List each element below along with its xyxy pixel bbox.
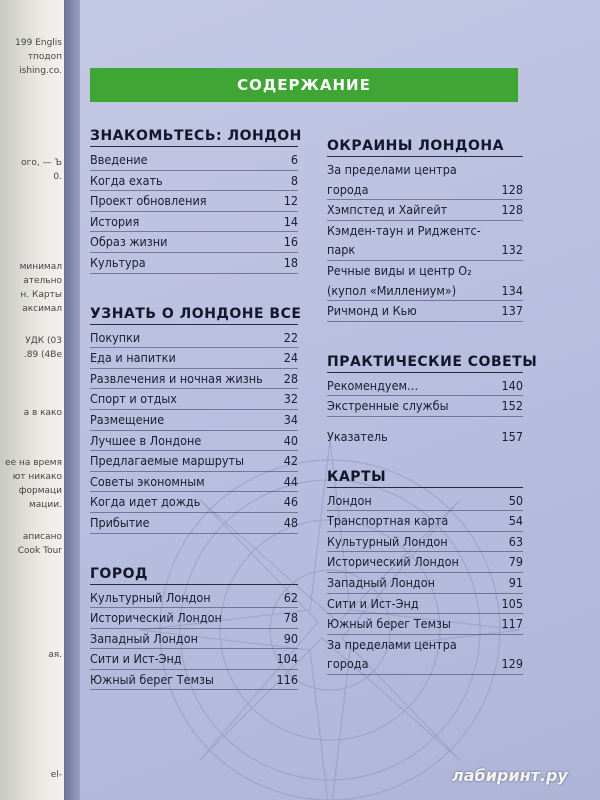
entry-page: 78 bbox=[283, 610, 298, 626]
entry-label: Южный берег Темзы bbox=[327, 616, 451, 632]
entry-label: Введение bbox=[90, 152, 148, 167]
toc-entry bbox=[327, 594, 523, 615]
left-page-text: аписано bbox=[22, 532, 62, 542]
left-page-text: формаци bbox=[18, 486, 62, 496]
entry-label: Хэмпстед и Хайгейт bbox=[327, 202, 448, 218]
entry-page: 140 bbox=[501, 377, 523, 393]
entry-page: 42 bbox=[283, 453, 298, 469]
toc-entry bbox=[327, 635, 523, 675]
left-page-text: тподоп bbox=[27, 52, 62, 62]
toc-entry bbox=[327, 160, 523, 200]
toc-entry bbox=[90, 431, 298, 452]
entry-label: Сити и Ист-Энд bbox=[327, 595, 419, 611]
toc-entry bbox=[90, 608, 298, 629]
watermark-logo: лабиринт.ру bbox=[452, 766, 568, 785]
toc-entry bbox=[90, 389, 298, 410]
toc-entry bbox=[327, 552, 523, 573]
entry-page: 34 bbox=[283, 411, 298, 427]
entry-page: 90 bbox=[283, 630, 298, 646]
entry-label: Образ жизни bbox=[90, 234, 168, 250]
section-heading: ПРАКТИЧЕСКИЕ СОВЕТЫ bbox=[327, 354, 523, 373]
entry-label: Размещение bbox=[90, 411, 165, 427]
section-gap bbox=[327, 447, 523, 469]
entry-page: 18 bbox=[283, 254, 298, 270]
entry-page: 54 bbox=[508, 513, 523, 529]
toc-entry bbox=[90, 649, 298, 670]
entry-label: Советы экономным bbox=[90, 473, 205, 489]
section-heading: ОКРАИНЫ ЛОНДОНА bbox=[327, 138, 523, 157]
toc-entry bbox=[327, 614, 523, 635]
entry-label: История bbox=[90, 213, 140, 229]
entry-page: 50 bbox=[508, 492, 523, 508]
entry-label: Культура bbox=[90, 254, 146, 270]
entry-label: Экстренные службы bbox=[327, 398, 449, 414]
entry-page: 14 bbox=[283, 213, 298, 229]
toc-section bbox=[327, 353, 538, 417]
entry-label: Лучшее в Лондоне bbox=[90, 432, 202, 448]
section-heading: УЗНАТЬ О ЛОНДОНЕ ВСЕ bbox=[90, 306, 298, 325]
entry-page: 79 bbox=[508, 554, 523, 570]
entry-page: 132 bbox=[501, 242, 523, 258]
entry-page: 134 bbox=[501, 282, 523, 298]
entry-page: 137 bbox=[501, 303, 523, 319]
entry-page: 62 bbox=[283, 589, 298, 605]
entry-page: 105 bbox=[501, 595, 523, 611]
entry-page: 22 bbox=[283, 329, 298, 345]
toc-entry bbox=[90, 369, 298, 390]
entry-page: 104 bbox=[276, 651, 298, 667]
entry-label: Исторический Лондон bbox=[327, 554, 459, 570]
contents-title-bar bbox=[90, 68, 518, 102]
entry-page: 63 bbox=[508, 533, 523, 549]
entry-label: Проект обновления bbox=[90, 193, 207, 209]
toc-entry bbox=[327, 491, 523, 512]
left-page-text: а в како bbox=[23, 408, 62, 418]
entry-label: Исторический Лондон bbox=[90, 610, 222, 626]
entry-page: 46 bbox=[283, 494, 298, 510]
toc-entry bbox=[90, 451, 298, 472]
section-gap bbox=[90, 544, 298, 566]
toc-section bbox=[327, 138, 523, 322]
left-page-text: ого, — Ъ bbox=[21, 158, 62, 168]
toc-entry bbox=[90, 171, 298, 192]
toc-entry bbox=[327, 301, 523, 322]
toc-section bbox=[90, 566, 298, 691]
page-title: СОДЕРЖАНИЕ bbox=[237, 76, 371, 94]
entry-label: За пределами центра города bbox=[327, 162, 457, 197]
entry-label: Когда идет дождь bbox=[90, 494, 201, 510]
toc-entry bbox=[90, 410, 298, 431]
entry-label: Западный Лондон bbox=[327, 574, 435, 590]
entry-page: 157 bbox=[501, 428, 523, 444]
entry-page: 116 bbox=[276, 671, 298, 687]
entry-page: 152 bbox=[501, 398, 523, 414]
toc-entry bbox=[90, 232, 298, 253]
toc-entry bbox=[327, 376, 523, 397]
entry-label: Спорт и отдых bbox=[90, 391, 177, 407]
entry-label: Культурный Лондон bbox=[327, 533, 448, 549]
entry-label: Когда ехать bbox=[90, 172, 163, 188]
entry-label: Сити и Ист-Энд bbox=[90, 651, 182, 667]
toc-entry bbox=[327, 396, 523, 417]
toc-entry bbox=[327, 532, 523, 553]
entry-label: Предлагаемые маршруты bbox=[90, 453, 244, 469]
toc-entry-index bbox=[327, 427, 523, 447]
toc-entry bbox=[90, 328, 298, 349]
entry-label: Южный берег Темзы bbox=[90, 671, 214, 687]
left-page-text: 199 Englis bbox=[15, 38, 62, 48]
left-page-text: ая. bbox=[48, 650, 62, 660]
toc-entry bbox=[90, 348, 298, 369]
entry-label: Транспортная карта bbox=[327, 513, 449, 529]
entry-page: 40 bbox=[283, 432, 298, 448]
left-page-text: мации. bbox=[29, 500, 62, 510]
section-heading: ГОРОД bbox=[90, 566, 298, 585]
toc-entry bbox=[327, 261, 523, 301]
entry-label: Покупки bbox=[90, 329, 141, 345]
toc-entry bbox=[90, 191, 298, 212]
entry-label: Кэмден-таун и Риджентс-парк bbox=[327, 222, 481, 258]
toc-entry bbox=[90, 588, 298, 609]
section-heading: КАРТЫ bbox=[327, 469, 523, 488]
toc-entry bbox=[327, 221, 523, 261]
entry-page: 128 bbox=[501, 202, 523, 218]
toc-entry bbox=[327, 200, 523, 221]
left-page-text: 0. bbox=[53, 172, 62, 182]
right-column bbox=[327, 138, 538, 685]
left-page-text: ее на время bbox=[5, 458, 62, 468]
toc-section bbox=[90, 305, 302, 534]
entry-label: Западный Лондон bbox=[90, 630, 198, 646]
toc-entry bbox=[327, 511, 523, 532]
entry-page: 24 bbox=[283, 350, 298, 366]
left-page-text: н. Карты bbox=[20, 290, 62, 300]
section-gap bbox=[327, 332, 523, 354]
entry-page: 129 bbox=[501, 656, 523, 672]
entry-page: 12 bbox=[283, 193, 298, 209]
left-page-text: Cook Tour bbox=[17, 546, 62, 556]
toc-entry bbox=[90, 670, 298, 691]
entry-page: 44 bbox=[283, 473, 298, 489]
left-column bbox=[90, 128, 302, 700]
toc-entry bbox=[90, 150, 298, 171]
entry-label: Рекомендуем… bbox=[327, 377, 419, 393]
section-gap bbox=[90, 284, 298, 306]
entry-label: Ричмонд и Кью bbox=[327, 303, 417, 319]
toc-entry bbox=[90, 212, 298, 233]
book-spine bbox=[64, 0, 80, 800]
entry-label: Прибытие bbox=[90, 514, 150, 530]
toc-section bbox=[90, 128, 302, 274]
toc-entry bbox=[90, 253, 298, 274]
entry-label: За пределами центра города bbox=[327, 636, 457, 672]
toc-section bbox=[327, 469, 523, 675]
toc-entry bbox=[327, 573, 523, 594]
entry-page: 6 bbox=[290, 152, 298, 167]
left-page-text: .89 (4Ве bbox=[23, 350, 62, 360]
toc-entry bbox=[90, 492, 298, 513]
entry-page: 28 bbox=[283, 370, 298, 386]
left-page-edge bbox=[0, 0, 64, 800]
left-page-text: УДК (03 bbox=[25, 336, 62, 346]
entry-label: Указатель bbox=[327, 428, 388, 444]
left-page-text: минимал bbox=[19, 262, 62, 272]
entry-page: 117 bbox=[501, 616, 523, 632]
entry-label: Еда и напитки bbox=[90, 350, 176, 366]
toc-entry bbox=[90, 472, 298, 493]
entry-label: Культурный Лондон bbox=[90, 589, 211, 605]
entry-page: 91 bbox=[508, 574, 523, 590]
entry-label: Речные виды и центр O₂ (купол «Миллениум») bbox=[327, 262, 472, 298]
entry-label: Развлечения и ночная жизнь bbox=[90, 370, 263, 386]
entry-page: 48 bbox=[283, 514, 298, 530]
toc-entry bbox=[90, 513, 298, 534]
entry-label: Лондон bbox=[327, 492, 372, 508]
left-page-text: ishing.co. bbox=[19, 66, 62, 76]
entry-page: 128 bbox=[501, 181, 523, 197]
entry-page: 16 bbox=[283, 234, 298, 250]
entry-page: 32 bbox=[283, 391, 298, 407]
left-page-text: аксимал bbox=[22, 304, 62, 314]
left-page-text: ательно bbox=[23, 276, 62, 286]
entry-page: 8 bbox=[290, 172, 298, 188]
left-page-text: ют никако bbox=[12, 472, 62, 482]
section-heading: ЗНАКОМЬТЕСЬ: ЛОНДОН bbox=[90, 128, 298, 147]
left-page-text: el- bbox=[50, 770, 62, 780]
toc-entry bbox=[90, 629, 298, 650]
